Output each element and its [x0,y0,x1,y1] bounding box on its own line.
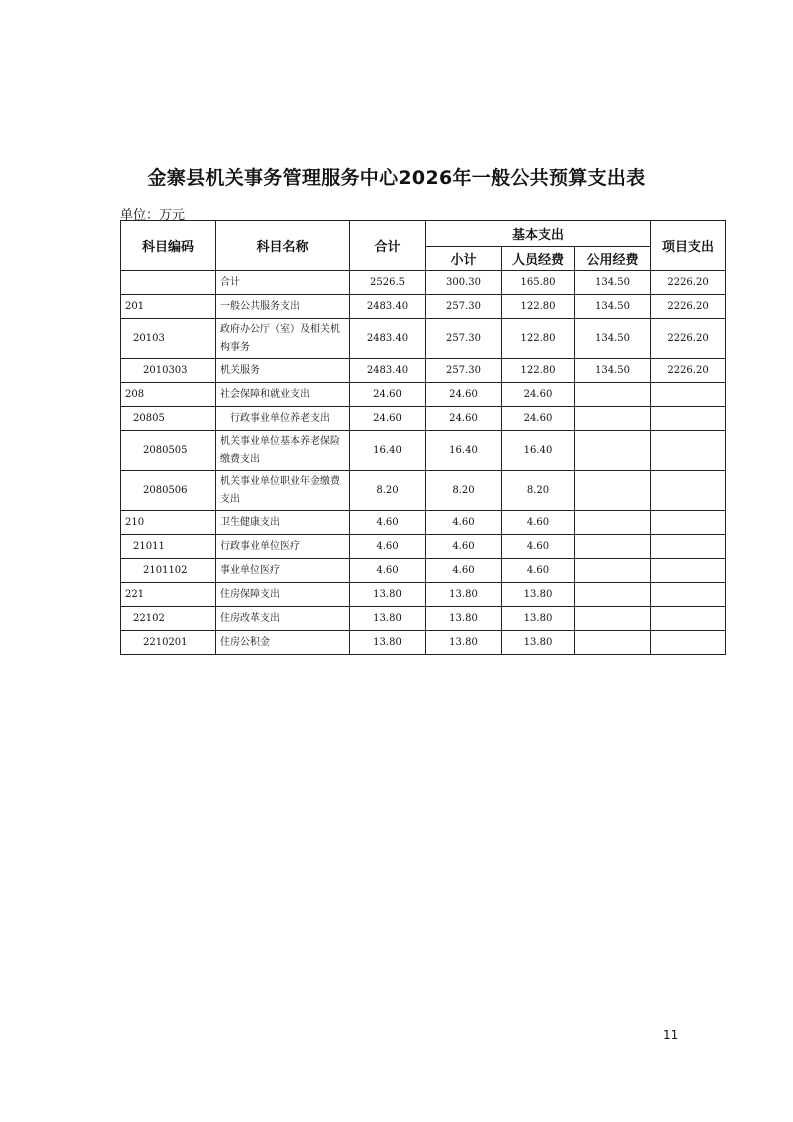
header-code: 科目编码 [121,221,216,271]
cell-name: 行政事业单位养老支出 [216,407,350,431]
cell-subtotal: 13.80 [426,607,502,631]
cell-subtotal: 16.40 [426,431,502,471]
cell-public [575,511,651,535]
cell-public [575,383,651,407]
header-basic: 基本支出 [426,221,651,247]
cell-personnel: 24.60 [502,383,575,407]
table-row [121,631,726,655]
table-row [121,471,726,511]
cell-name: 机关事业单位职业年金缴费支出 [216,471,350,511]
cell-name: 事业单位医疗 [216,559,350,583]
cell-subtotal: 257.30 [426,359,502,383]
cell-code: 2080506 [121,471,216,511]
cell-code: 22102 [121,607,216,631]
cell-project [651,407,726,431]
cell-personnel: 122.80 [502,295,575,319]
cell-code: 201 [121,295,216,319]
cell-total: 16.40 [350,431,426,471]
table-row [121,383,726,407]
cell-personnel: 13.80 [502,631,575,655]
cell-total: 24.60 [350,383,426,407]
cell-total: 13.80 [350,583,426,607]
cell-project [651,559,726,583]
table-row [121,511,726,535]
cell-code: 208 [121,383,216,407]
cell-code: 20805 [121,407,216,431]
cell-subtotal: 13.80 [426,583,502,607]
cell-project [651,511,726,535]
cell-project [651,535,726,559]
cell-personnel: 8.20 [502,471,575,511]
cell-total: 8.20 [350,471,426,511]
header-public: 公用经费 [575,247,651,271]
unit-label: 单位：万元 [120,208,186,223]
cell-subtotal: 4.60 [426,535,502,559]
cell-code: 2010303 [121,359,216,383]
cell-name: 社会保障和就业支出 [216,383,350,407]
cell-public [575,431,651,471]
cell-subtotal: 257.30 [426,295,502,319]
cell-public [575,535,651,559]
cell-public: 134.50 [575,359,651,383]
cell-personnel: 165.80 [502,271,575,295]
cell-personnel: 122.80 [502,359,575,383]
table-row [121,295,726,319]
cell-code: 210 [121,511,216,535]
cell-name: 政府办公厅（室）及相关机构事务 [216,319,350,359]
cell-code [121,271,216,295]
table-row [121,271,726,295]
cell-project [651,431,726,471]
cell-personnel: 13.80 [502,607,575,631]
cell-name: 卫生健康支出 [216,511,350,535]
cell-public [575,583,651,607]
cell-personnel: 4.60 [502,559,575,583]
page-number: 11 [663,1028,679,1042]
cell-subtotal: 13.80 [426,631,502,655]
cell-public: 134.50 [575,319,651,359]
cell-total: 13.80 [350,607,426,631]
page-title: 金寨县机关事务管理服务中心2026年一般公共预算支出表 [147,167,646,189]
cell-code: 20103 [121,319,216,359]
cell-name: 机关事业单位基本养老保险缴费支出 [216,431,350,471]
cell-project [651,471,726,511]
cell-total: 24.60 [350,407,426,431]
header-project: 项目支出 [651,221,726,271]
cell-name: 合计 [216,271,350,295]
cell-project [651,607,726,631]
table-row [121,535,726,559]
cell-public: 134.50 [575,295,651,319]
cell-total: 13.80 [350,631,426,655]
cell-personnel: 13.80 [502,583,575,607]
cell-name: 行政事业单位医疗 [216,535,350,559]
cell-public [575,407,651,431]
cell-public: 134.50 [575,271,651,295]
cell-total: 2483.40 [350,319,426,359]
table-row [121,319,726,359]
table-row [121,607,726,631]
header-subtotal: 小计 [426,247,502,271]
cell-subtotal: 8.20 [426,471,502,511]
cell-project: 2226.20 [651,359,726,383]
cell-total: 2526.5 [350,271,426,295]
cell-name: 机关服务 [216,359,350,383]
header-total: 合计 [350,221,426,271]
cell-project: 2226.20 [651,319,726,359]
budget-table [120,220,726,655]
cell-total: 4.60 [350,535,426,559]
cell-code: 2080505 [121,431,216,471]
cell-personnel: 16.40 [502,431,575,471]
cell-name: 住房公积金 [216,631,350,655]
cell-personnel: 4.60 [502,511,575,535]
table-row [121,559,726,583]
header-name: 科目名称 [216,221,350,271]
cell-name: 住房保障支出 [216,583,350,607]
cell-name: 一般公共服务支出 [216,295,350,319]
cell-total: 2483.40 [350,295,426,319]
cell-public [575,471,651,511]
cell-subtotal: 300.30 [426,271,502,295]
cell-code: 21011 [121,535,216,559]
cell-total: 2483.40 [350,359,426,383]
cell-subtotal: 4.60 [426,559,502,583]
header-personnel: 人员经费 [502,247,575,271]
table-row [121,359,726,383]
cell-project [651,383,726,407]
cell-code: 2210201 [121,631,216,655]
table-row [121,407,726,431]
cell-project: 2226.20 [651,295,726,319]
cell-personnel: 4.60 [502,535,575,559]
cell-project: 2226.20 [651,271,726,295]
cell-personnel: 24.60 [502,407,575,431]
cell-subtotal: 24.60 [426,407,502,431]
cell-public [575,559,651,583]
cell-project [651,583,726,607]
cell-total: 4.60 [350,511,426,535]
cell-personnel: 122.80 [502,319,575,359]
cell-name: 住房改革支出 [216,607,350,631]
cell-subtotal: 24.60 [426,383,502,407]
cell-code: 2101102 [121,559,216,583]
cell-project [651,631,726,655]
cell-public [575,631,651,655]
cell-subtotal: 4.60 [426,511,502,535]
cell-subtotal: 257.30 [426,319,502,359]
cell-code: 221 [121,583,216,607]
cell-public [575,607,651,631]
cell-total: 4.60 [350,559,426,583]
table-row [121,431,726,471]
table-row [121,583,726,607]
